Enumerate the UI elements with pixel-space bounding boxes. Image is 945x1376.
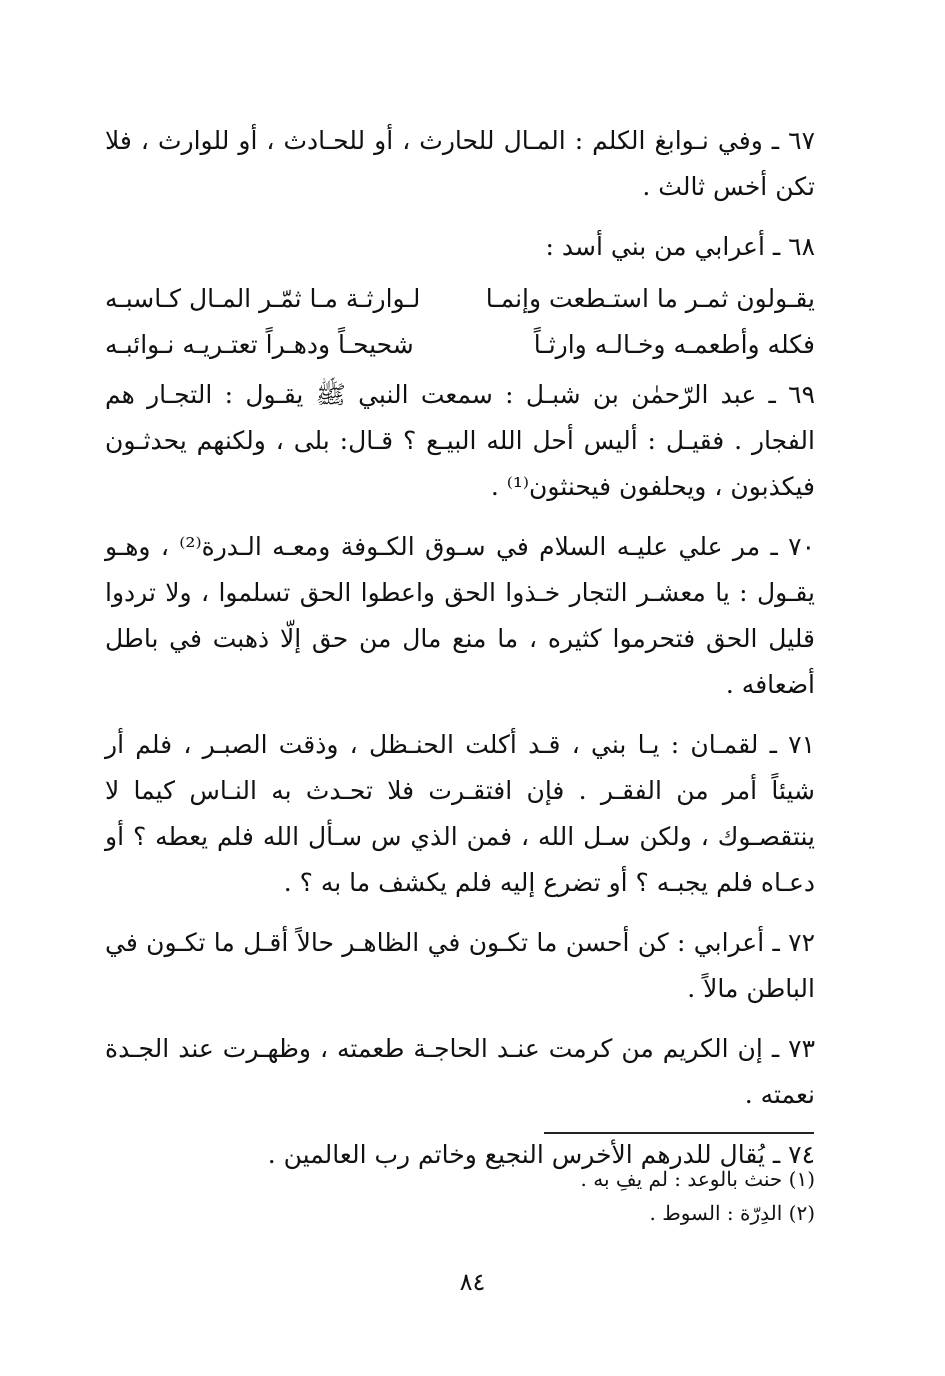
footnote-divider — [544, 1132, 814, 1134]
poem-line — [105, 322, 815, 368]
footnote-2: (٢) الدِرّة : السوط . — [649, 1201, 815, 1225]
entry-71: ٧١ ـ لقمـان : يـا بني ، قـد أكلت الحنـظل ، وذقت الصبـر ، فلم أر شيئاً أمر من الفقـر . فإن افتقـرت فلا تحـدث به النـاس كيما لا ينتقصـوك ، ولكن سـل الله ، فمن الذي س سـأل الله فلم يعطه ؟ أو دعـاه فلم يجبـه ؟ أو تضرع إليه فلم يكشف ما به ؟ . — [105, 730, 815, 897]
entry-74: ٧٤ ـ يُقال للدرهم الأخرس النجيع وخاتم رب العالمين . — [267, 1140, 815, 1169]
poem-hemistich-first: يقـولون ثمـر ما استـطعت وإنمـا — [485, 284, 815, 313]
main-text — [105, 118, 815, 1192]
entry-73: ٧٣ ـ إن الكريم من كرمت عنـد الحاجـة طعمته ، وظهـرت عند الجـدة نعمته . — [105, 1034, 815, 1109]
entry-70: ٧٠ ـ مر علي عليـه السلام في سـوق الكـوفة ومعـه الـدرة⁽²⁾ ، وهـو يقـول : يا معشـر التجار خـذوا الحق واعطوا الحق تسلموا ، ولا تردوا قليل الحق فتحرموا كثيره ، ما منع مال من حق إلّا ذهبت في باطل أضعافه . — [105, 532, 816, 699]
entry-69: ٦٩ ـ عبد الرّحمٰن بن شبـل : سمعت النبي ﷺ يقـول : التجـار هم الفجار . فقيـل : أليس أحل الله البيـع ؟ قـال: بلى ، ولكنهم يحدثـون فيكذبون ، ويحلفون فيحنثون⁽¹⁾ . — [105, 380, 815, 501]
poem-hemistich-second: شحيحـاً ودهـراً تعتـريـه نـوائبـه — [105, 330, 414, 359]
footnote-1: (١) حنث بالوعد : لم يفِ به . — [580, 1167, 815, 1191]
poem-hemistich-second: لـوارثـة مـا ثمّـر المـال كـاسبـه — [105, 284, 421, 313]
entry-67: ٦٧ ـ وفي نـوابغ الكلم : المـال للحارث ، أو للحـادث ، أو للوارث ، فلا تكن أخس ثالث . — [105, 126, 815, 201]
entry-72: ٧٢ ـ أعرابي : كن أحسن ما تكـون في الظاهـر حالاً أقـل ما تكـون في الباطن مالاً . — [105, 928, 815, 1003]
poem-line — [105, 276, 815, 322]
poem — [105, 276, 815, 368]
footnotes — [105, 1162, 815, 1230]
page-number: ٨٤ — [459, 1268, 486, 1296]
poem-hemistich-first: فكله وأطعمـه وخـالـه وارثـاً — [533, 330, 815, 359]
entry-68: ٦٨ ـ أعرابي من بني أسد : — [545, 232, 815, 261]
